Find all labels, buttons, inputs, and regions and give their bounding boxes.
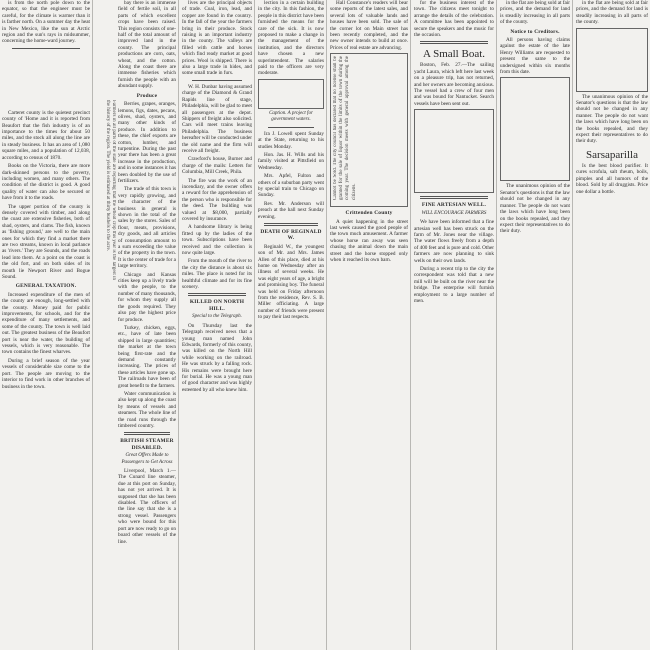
rotated-advertisement <box>333 56 409 200</box>
col2-produce-paragraph-2: The trade of this town is very rapidly growing, and the character of the business in general is shown in the total of the sales by the stores. Sales of flour, meats, provisions, dry goods, and all articles of consumption amount to a sum exceeding the value of the property in the town. It is the center of trade for a large territory. <box>118 186 176 270</box>
col3-top-paragraph: lives are the principal objects of trade. Coal, iron, lead, and copper are found in the country. In the fall of the year the farmers bring in their produce. Stock raising is an important industry in the county. The valleys are filled with cattle and horses which find ready market at good prices. Wool is shipped. There is also a large trade in hides, and some small trade in furs. <box>182 0 252 77</box>
col1-tail-paragraph: During a brief season of the year vessels of considerable size come to the port. The people are moving to the interior to find work in other branches of business in the town. <box>2 357 90 390</box>
col2-news-headline: BRITISH STEAMER DISABLED. <box>120 438 174 451</box>
col2-news-paragraph: Liverpool, March 1.—The Cunard line steamer, due at this port on Sunday, has not yet arrived. It is supposed that she has been disabled. The officers of the line say that she is a strong vessel. Passengers who were bound for this port are now ready to go on board other vessels of the line. <box>118 468 176 545</box>
column-separator <box>572 0 573 650</box>
col7-top-paragraph: in the flat are being sold at fair prices, and the demand for land is steadily increasing in all parts of the county. <box>500 0 570 26</box>
col3-news-paragraph: On Thursday last the Telegraph received news that a young man named John Edwards, formerly of this county, was killed on the North Hill while working on the railroad. He was struck by a falling rock. His remains were brought here for burial. He was a young man of good character and was highly esteemed by all who knew him. <box>182 322 252 393</box>
column-1 <box>0 0 92 650</box>
col6-bottom-paragraph: During a recent trip to the city the correspondent was told that a new mill will be built on the river near the bridge. The enterprise will furnish employment to a large number of men. <box>414 265 494 304</box>
col8-headline: Sarsaparilla <box>586 148 638 161</box>
column-8 <box>574 0 650 650</box>
col2-top-paragraph: bay there is an immense field of fertile soil, in all parts of which excellent crops have been raised. This region consists of one-half of the total amount of improved land in the county. The principal productions are corn, oats, wheat, and the cotton. Along the coast there are immense fisheries which furnish the people with an abundant supply. <box>118 0 176 90</box>
illustration-frame <box>500 77 570 181</box>
column-6 <box>412 0 496 650</box>
col3-river-paragraph: From the mouth of the river to the city the distance is about six miles. The place is noted for its healthful climate and for its fine scenery. <box>182 258 252 291</box>
column-5 <box>328 0 410 650</box>
col4-death-headline: DEATH OF REGINALD W. <box>260 228 322 242</box>
col3-notice-paragraph: W. H. Dunbar having assumed charge of the Diamond & Grand Rapids line of stage, Philadelphia, will be glad to meet all passengers at the depot. Shippers of freight also solicited. Cars will meet trains leaving Philadelphia. The business hereafter will be conducted under the old name and the firm will receive all freight. <box>182 83 252 154</box>
column-2 <box>116 0 178 650</box>
col7-ad-paragraph: All persons having claims against the estate of the late Henry Williams are requested to present the same to the undersigned within six months from this date. <box>500 37 570 76</box>
column-separator <box>326 0 327 650</box>
col3-house-paragraph: Crawford's house, Burner and charge of the mails: Letters for Columbia, Mill Creek, Phila. <box>182 156 252 176</box>
column-separator <box>178 0 179 650</box>
col8-quote-paragraph: The unanimous opinion of the Senator's questions is that the law should not be changed in any manner. The people do not want the laws which have long been on the books repealed, and they expect their representatives to do their duty. <box>576 93 648 145</box>
col6-headline: A Small Boat. <box>422 48 486 61</box>
col5-section-heading: Crittenden County <box>345 210 393 217</box>
col4-notice-4: Rev. Mr. Anderson will preach at the hall next Sunday evening. <box>258 200 324 220</box>
column-divider-rule <box>188 293 246 296</box>
column-separator <box>254 0 255 650</box>
illustration-frame <box>414 109 494 193</box>
column-divider-rule <box>192 80 242 81</box>
col6-well-subheadline: WILL ENCOURAGE FARMERS <box>421 210 487 216</box>
col4-caption: Caption. A project for government waters. <box>269 110 313 123</box>
column-7 <box>498 0 572 650</box>
col1-top-paragraph: is from the north pole down to the equator, so that the engineer must be careful, for the climate is warmer than it is farther north. On a summer day the heat in New Mexico, like the sun at Arctic region and the sun's rays in midsummer, concerning the home-ward journey. <box>2 0 90 45</box>
column-divider-rule <box>264 223 318 226</box>
column-divider-rule <box>420 196 488 199</box>
rotated-text: Farmers in all parts of the state are reporting that the wheat crop this year is the largest in the history of the region. The yield is estimated at thirty bushels to the acre. <box>104 100 116 280</box>
column-4 <box>256 0 326 650</box>
col2-water-paragraph: Water communication is also kept up along the coast by means of vessels and steamers. The whole line of the road runs through the timbered country. <box>118 390 176 429</box>
col1-middle-paragraph-2: Books on the Victoria, there are more dark-skinned persons to the poverty, including women, and many others. The condition of the district is good. A good quality of water can also be secured or have from it to the roads. <box>2 163 90 202</box>
col4-notice-2: Hon. Jas. H. Wills and his family visited at Pittsfield on Wednesday. <box>258 151 324 171</box>
col3-fire-paragraph: The fire was the work of an incendiary, and the owner offers a reward for the apprehension of the person who is responsible for the deed. The building was valued at $8,000, partially covered by insurance. <box>182 177 252 222</box>
col4-top-paragraph: lection in a certain building in the city. In this fashion, the people in this district have been furnished the means for the care of the sick. It is now proposed to make a change in the management of the institution, and the directors have chosen a new superintendent. The salaries paid to the officers are very moderate. <box>258 0 324 77</box>
rotated-text-strip-1 <box>94 100 116 280</box>
col2-turkey-paragraph: Turkey, chicken, eggs, etc., have of late been shipped in large quantities; the market at the town being first-rate and the demand constantly increasing. The prices of these articles have gone up. The railroads have been of great benefit to the farmers. <box>118 324 176 389</box>
column-separator <box>92 0 93 650</box>
rotated-advertisement-box <box>330 53 408 207</box>
column-divider-rule <box>420 41 488 44</box>
col1-general-paragraph: Increased expenditure of the men of the county are enough, long-settled with the county. Money paid for public improvements, for schools, and for the expenditure of many settlements, and some of the county. The town is well laid out. The greatest business of the Beaufort port is near the water, the building of vessels, which is very reasonable. The town contains the finest wharves. <box>2 291 90 356</box>
column-divider-rule <box>12 48 80 49</box>
col2-chicago-paragraph: Chicago and Kansas cities keep up a lively trade with the people, to the number of many thousands, for whom they supply all the goods required. They also pay the highest price for produce. <box>118 271 176 323</box>
col2-section-heading: Produce <box>136 92 158 99</box>
rotated-advertisement-text: Cannot be Sold. The city council has declared that no license shall be granted for the sale of liquor within the limits of the town during the coming year. The decision meets with general approval among the citizens. <box>333 56 357 201</box>
col1-middle-paragraph: Carteret county is the quietest precinct county of 'Home and it is reported from Beaufort that the fish industry is of an importance to the times for about 50 miles, and the stock all along the line are in steady business. It has an area of 1,080 square miles, and a population of 12,038, according to census of 1870. <box>2 109 90 161</box>
column-divider-rule <box>124 432 170 435</box>
column-divider-rule <box>268 127 314 128</box>
column-spacer <box>2 52 90 110</box>
col6-well-paragraph: We have been informed that a fine artesian well has been struck on the farm of Mr. Jones near the village. The water flows freely from a depth of 400 feet and is pure and cold. Other farmers are now planning to sink wells on their own lands. <box>414 219 494 264</box>
col8-sarsaparilla-paragraph: Is the best blood purifier. It cures scrofula, salt rheum, boils, pimples and all humors of the blood. Sold by all druggists. Price one dollar a bottle. <box>576 162 648 195</box>
illustration-frame <box>258 79 324 109</box>
col7-quote-paragraph: The unanimous opinion of the Senator's questions is that the law should not be changed in any manner. The people do not want the laws which have long been on the books repealed, and they expect their representatives to do their duty. <box>500 183 570 235</box>
col2-produce-paragraph: Berries, grapes, oranges, lemons, figs, dates, pecans, olives, shad, oysters, and many other kinds of produce. In addition to these, the chief exports are cotton, lumber, and turpentine. During the past year there has been a great increase in the production, and in some instances it has been doubled by the use of fertilizers. <box>118 101 176 184</box>
col2-news-subheadline: Great Offers Made to Passengers to Get Across <box>121 453 173 465</box>
col1-middle-paragraph-3: The upper portion of the county is densely covered with timber, and along the coast are extensive fisheries, both of shad, oysters, and clams. The fish, known as 'fishing ground,' are well to the main ones for which they find a market there are two streams, known in local parlance as 'rivers.' They are Sounds, and the roads lead into them. At a point on the coast is the old fort, and on both sides of its mouth lie Newport River and Bogue Sound. <box>2 203 90 280</box>
col6-boat-paragraph: Boston, Feb. 27.—The sailing yacht Laura, which left here last week on a pleasure trip, has not returned, and her owners are becoming anxious. The vessel had a crew of four men and was bound for Nantucket. Search vessels have been sent out. <box>414 62 494 107</box>
col3-news-headline: KILLED ON NORTH HILL. <box>189 299 245 312</box>
col4-death-paragraph: Reginald W., the youngest son of Mr. and Mrs. James Allen of this place, died at his home on Wednesday after an illness of several weeks. He was eight years of age, a bright and promising boy. The funeral was held on Friday afternoon from the residence, Rev. S. B. Miller officiating. A large number of friends were present to pay their last respects. <box>258 243 324 321</box>
col5-paragraph: A quiet happening in the street last week caused the good people of the town much amusement. A farmer whose horse ran away was seen chasing the animal down the main street and the horse stopped only when it reached its own barn. <box>330 218 408 264</box>
col4-notice-3: Mrs. Apfel, Fulton and others of a suburban party went by special train to Chicago on Sunday. <box>258 173 324 199</box>
col7-ad-heading: Notice to Creditors. <box>510 28 560 35</box>
column-separator <box>410 0 411 650</box>
illustration-frame <box>576 28 648 92</box>
col6-top-paragraph: for the business interest of the town. The citizens meet tonight to arrange the details of the celebration. A committee has been appointed to secure the speakers and the music for the occasion. <box>414 0 494 39</box>
col4-notice-1: Ira J. Lowell spent Sunday at the State, returning to his studies Monday. <box>258 130 324 150</box>
col6-well-headline: FINE ARTESIAN WELL. <box>421 202 487 209</box>
col1-section-heading: GENERAL TAXATION. <box>15 283 77 290</box>
col5-top-paragraph: Hall Constance's readers will bear some reports of the latest sales, and several lots of valuable lands and houses have been sold. The sale of the corner lot on Main street has been recently completed, and the new owner intends to build at once. Prices of real estate are advancing. <box>330 0 408 51</box>
column-3 <box>180 0 254 650</box>
col3-library-paragraph: A handsome library is being fitted up by the ladies of the town. Subscriptions have been received and the collection is now quite large. <box>182 224 252 257</box>
col8-top-paragraph: in the flat are being sold at fair prices, and the demand for land is steadily increasing in all parts of the county. <box>576 0 648 26</box>
column-separator <box>496 0 497 650</box>
col3-news-subheadline: Special to the Telegraph. <box>192 314 242 320</box>
